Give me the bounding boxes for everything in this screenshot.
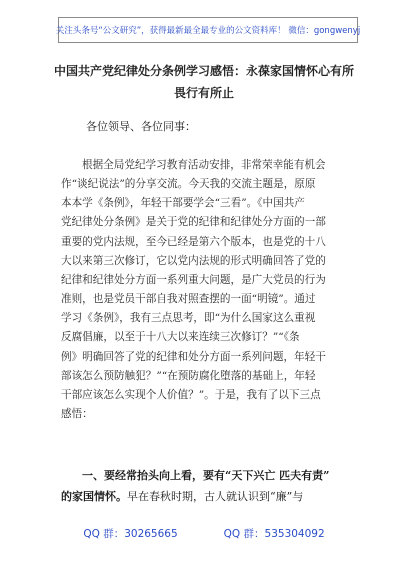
body-line: 重要的党内法规，至今已经是第六个版本，也是党的十八 [61,235,326,248]
title-line-1: 中国共产党纪律处分条例学习感悟：永葆家国情怀心有所 [53,64,354,78]
section-heading-tail: 的家国情怀。 [61,490,127,503]
qq-group-1: QQ 群：30265665 [83,528,178,540]
section-heading: 一、要经常抬头向上看，要有“天下兴亡 匹夫有责” [82,469,330,482]
document-title [44,60,364,104]
body-line: 作“谈纪说法”的分享交流。今天我的交流主题是，原原 [61,178,316,191]
body-line: 根据全局党纪学习教育活动安排，非常荣幸能有机会 [82,159,326,171]
body-line: 大以来第三次修订，它以党内法规的形式明确回答了党的 [61,254,326,267]
title-line-2: 畏行有所止 [173,86,234,100]
section-line [61,486,371,507]
body-line: 纪律和纪律处分方面一系列重大问题，是广大党员的行为 [61,273,326,286]
body-line: 部该怎么预防触犯？”“在预防腐化堕落的基础上，年轻 [61,369,316,382]
body-paragraph [61,156,361,424]
promo-banner-text: 关注头条号“公文研究”，获得最新最全最专业的公文资料库！ 微信：gongwenyj [55,26,361,36]
body-line: 例》明确回答了党的纪律和处分方面一系列问题，年轻干 [61,350,326,363]
promo-banner [55,17,361,43]
body-line: 感悟： [61,408,93,421]
body-line: 党纪律处分条例》是关于党的纪律和纪律处分方面的一部 [61,216,326,229]
body-line: 学习《条例》，我有三点思考，即“为什么国家这么重视 [61,312,316,325]
qq-group-2: QQ 群：535304092 [223,528,325,540]
body-line: 准则，也是党员干部自我对照查摆的一面“明镜”。通过 [61,293,316,306]
page-footer [0,526,408,541]
body-line: 本本学《条例》，年轻干部要学会“三看”。《中国共产 [61,197,305,210]
section-one [61,465,371,507]
salutation: 各位领导、各位同事： [86,120,196,133]
body-line: 干部应该怎么实现个人价值？”。于是，我有了以下三点 [61,388,321,401]
body-line: 反腐倡廉，以至于十八大以来连续三次修订？”“《条 [61,331,300,344]
section-body-text: 早在春秋时期，古人就认识到“廉”与 [127,490,304,503]
